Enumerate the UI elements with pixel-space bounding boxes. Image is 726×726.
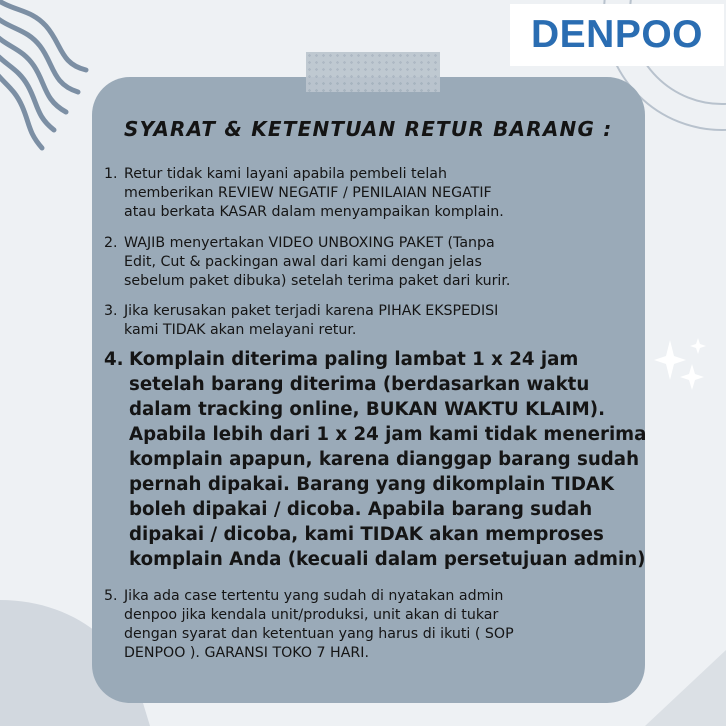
rule-2-line-1: WAJIB menyertakan VIDEO UNBOXING PAKET (Tanpa [124,235,495,251]
wavy-lines-decoration [0,0,86,148]
rule-4-line-3: dalam tracking online, BUKAN WAKTU KLAIM). [129,399,605,420]
rule-item-4 [104,347,646,572]
sparkle-icon [652,336,712,396]
rule-number-2: 2. [104,235,118,251]
rule-5-line-3: dengan syarat dan ketentuan yang harus di ikuti ( SOP [124,626,514,642]
rule-item-4-list [104,347,646,572]
rule-item-3 [104,302,498,340]
rule-5-line-1: Jika ada case tertentu yang sudah di nyatakan admin [124,588,504,604]
rule-1-line-1: Retur tidak kami layani apabila pembeli telah [124,166,447,182]
rule-item-3-list [104,302,498,340]
rule-4-line-5: komplain apapun, karena dianggap barang sudah [129,449,640,470]
rule-4-line-7: boleh dipakai / dicoba. Apabila barang sudah [129,499,593,520]
rule-4-line-6: pernah dipakai. Barang yang dikomplain TIDAK [129,474,615,495]
rule-4-line-9: komplain Anda (kecuali dalam persetujuan admin) [129,549,646,570]
rule-item-2 [104,234,510,291]
rule-1-line-3: atau berkata KASAR dalam menyampaikan komplain. [124,204,504,220]
rule-3-line-1: Jika kerusakan paket terjadi karena PIHAK EKSPEDISI [124,303,499,319]
rule-item-1 [104,165,504,222]
rule-number-4: 4. [104,349,124,370]
rule-4-line-4: Apabila lebih dari 1 x 24 jam kami tidak menerima [129,424,647,445]
rule-4-line-2: setelah barang diterima (berdasarkan waktu [129,374,590,395]
rule-item-1-list [104,165,504,222]
rule-2-line-2: Edit, Cut & packingan awal dari kami dengan jelas [124,254,482,270]
tape-decoration [306,52,440,92]
terms-heading: SYARAT & KETENTUAN RETUR BARANG : [124,117,613,141]
logo-text: DENPOO [530,13,704,56]
rule-item-5 [104,587,514,663]
rule-item-2-list [104,234,510,291]
rule-5-line-2: denpoo jika kendala unit/produksi, unit akan di tukar [124,607,499,623]
rule-4-line-8: dipakai / dicoba, kami TIDAK akan memproses [129,524,604,545]
rule-number-1: 1. [104,166,118,182]
rule-5-line-4: DENPOO ). GARANSI TOKO 7 HARI. [124,645,369,661]
rule-item-5-list [104,587,514,663]
rule-1-line-2: memberikan REVIEW NEGATIF / PENILAIAN NEGATIF [124,185,492,201]
rule-2-line-3: sebelum paket dibuka) setelah terima paket dari kurir. [124,273,511,289]
rule-3-line-2: kami TIDAK akan melayani retur. [124,322,357,338]
rule-number-5: 5. [104,588,118,604]
rule-4-line-1: Komplain diterima paling lambat 1 x 24 jam [129,349,579,370]
logo-badge [510,4,724,66]
bottom-right-shape-decoration [645,650,726,726]
rule-number-3: 3. [104,303,118,319]
